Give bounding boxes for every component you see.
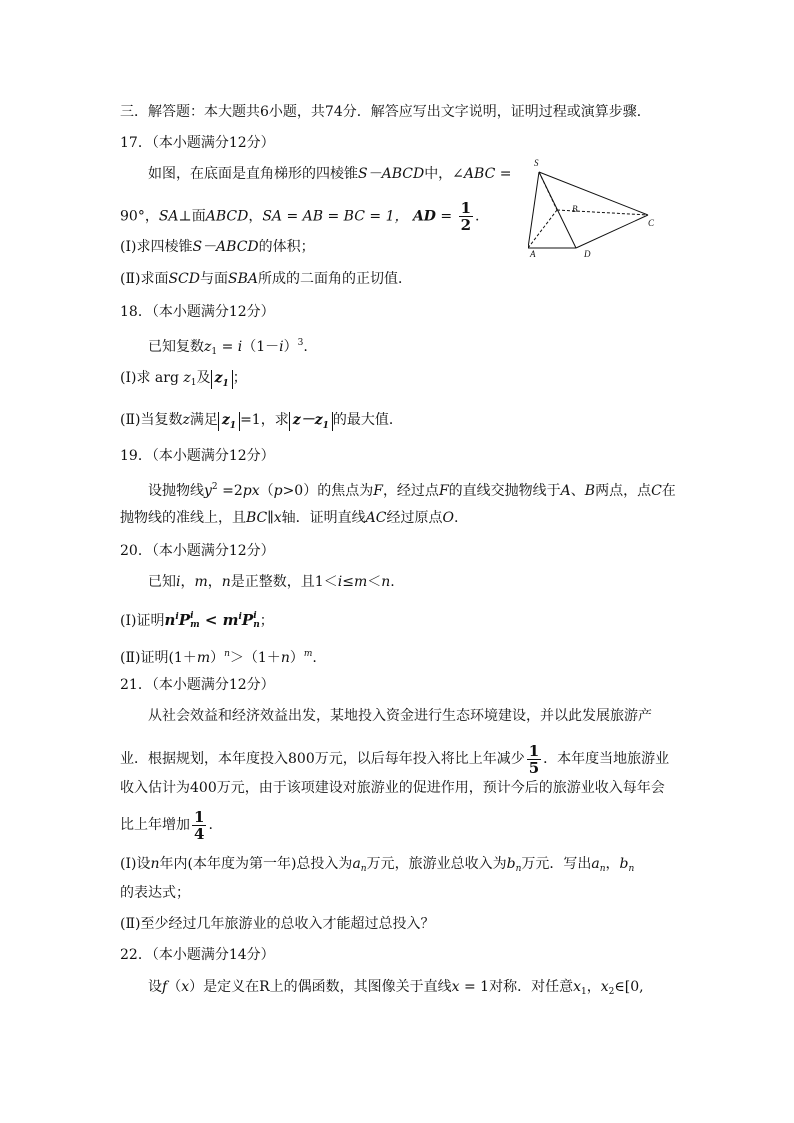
problem-21-line-4: 比上年增加 $\frac{1}{4}$ . bbox=[120, 807, 213, 843]
problem-19-line-2: 抛物线的准线上，且BC∥x轴．证明直线AC经过原点O. bbox=[120, 510, 459, 526]
modulus-z1-condition: z1 bbox=[218, 412, 240, 431]
problem-17-part-2: (Ⅱ)求面SCD与面SBA所成的二面角的正切值． bbox=[120, 271, 412, 287]
fraction-one-fifth: $\frac{1}{5}$ bbox=[528, 741, 540, 777]
problem-19-line-1: 设抛物线$y^2 =2px(p>0)$的焦点为F，经过点F的直线交抛物线于A、B两点，点C在 bbox=[148, 482, 676, 499]
problem-21-line-1: 从社会效益和经济效益出发，某地投入资金进行生态环境建设，并以此发展旅游产 bbox=[148, 708, 652, 724]
problem-21-line-3: 收入估计为400万元，由于该项建设对旅游业的促进作用，预计今后的旅游业收入每年会 bbox=[120, 780, 665, 796]
modulus-z1: z1 bbox=[211, 370, 233, 389]
vertex-d-label: D bbox=[584, 249, 591, 259]
problem-17-part-1: (Ⅰ)求四棱锥S－ABCD的体积； bbox=[120, 239, 315, 255]
problem-20-line-1: 已知i，m，n是正整数，且1＜i≤m＜n. bbox=[148, 574, 395, 590]
problem-20-part-1: (Ⅰ)证明$n^iP$ i m < $m^iP$ i n ； bbox=[120, 611, 274, 630]
problem-21-line-2: 业．根据规划，本年度投入800万元，以后每年投入将比上年减少 $\frac{1}{5}$ ．本年度当地旅游业 bbox=[120, 741, 670, 777]
vertex-s-label: S bbox=[534, 158, 539, 168]
problem-21-part-2: (Ⅱ)至少经过几年旅游业的总收入才能超过总投入？ bbox=[120, 916, 435, 932]
problem-21-part-1-cont: 的表达式； bbox=[120, 885, 190, 901]
pyramid-figure bbox=[528, 156, 658, 261]
problem-20-heading: 20．（本小题满分12分） bbox=[120, 543, 275, 559]
problem-18-heading: 18．（本小题满分12分） bbox=[120, 304, 275, 320]
vertex-c-label: C bbox=[648, 218, 655, 228]
problem-18-part-2: (Ⅱ)当复数z满足 z1 =1，求 z－z1 的最大值． bbox=[120, 412, 403, 431]
fraction-one-half: $\frac{1}{2}$ bbox=[460, 199, 472, 234]
problem-19-heading: 19．（本小题满分12分） bbox=[120, 448, 275, 464]
section-header: 三．解答题：本大题共6小题，共74分．解答应写出文字说明，证明过程或演算步骤． bbox=[120, 104, 651, 120]
problem-17-line-1: 如图，在底面是直角梯形的四棱锥S－ABCD中，∠ABC = bbox=[148, 166, 512, 182]
problem-17-heading: 17．（本小题满分12分） bbox=[120, 135, 275, 151]
problem-21-heading: 21．（本小题满分12分） bbox=[120, 677, 275, 693]
modulus-z-minus-z1: z－z1 bbox=[289, 412, 333, 431]
problem-18-part-1: (Ⅰ)求 arg $z_1$及 z1 ； bbox=[120, 370, 247, 389]
problem-22-line-1: 设f（x）是定义在R上的偶函数，其图像关于直线x = 1对称．对任意$x_1$，$x_2\in[0$, bbox=[148, 979, 644, 997]
vertex-a-label: A bbox=[530, 249, 536, 259]
vertex-b-label: B bbox=[572, 204, 578, 214]
problem-17-line-2: 90°，SA⊥面ABCD，SA = AB = BC = 1， AD = $\frac{1}{2}$ . bbox=[120, 199, 480, 234]
problem-18-line-1: 已知复数$z_1 = i(1-i)^3$. bbox=[148, 338, 308, 357]
problem-22-heading: 22．（本小题满分14分） bbox=[120, 947, 275, 963]
problem-20-part-2: (Ⅱ)证明$(1+m)^n>(1+n)^m$. bbox=[120, 649, 317, 666]
problem-21-part-1: (Ⅰ)设n年内(本年度为第一年)总投入为$a_n$万元，旅游业总收入为$b_n$万元．写出$a_n$，$b_n$ bbox=[120, 856, 635, 874]
fraction-one-quarter: $\frac{1}{4}$ bbox=[194, 807, 205, 843]
